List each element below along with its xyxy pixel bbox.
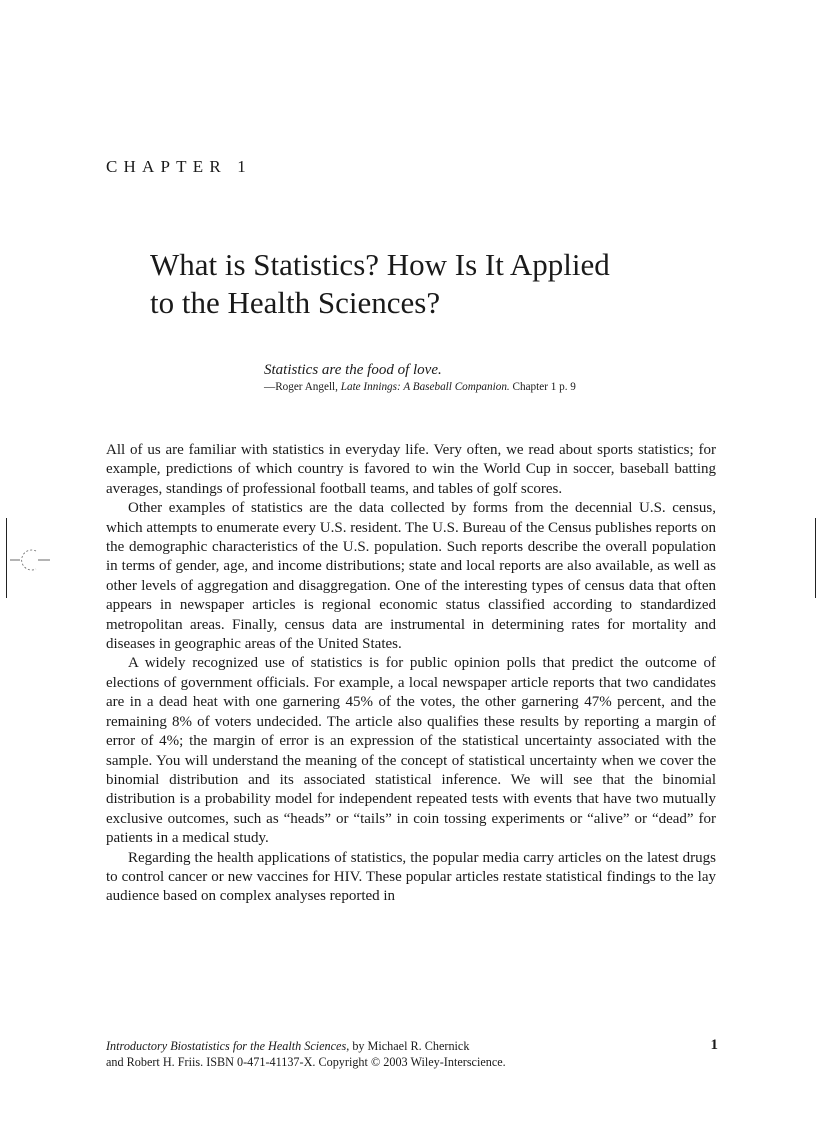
epigraph-quote: Statistics are the food of love.	[264, 362, 442, 378]
epigraph-author: Roger Angell,	[275, 381, 341, 393]
body-paragraph-3: A widely recognized use of statistics is for public opinion polls that predict the outcome of elections of government officials. For example, a local newspaper article reports that two candidates are in a dead heat with one garnering 45% of the votes, the other garnering 47% percent, and the remaining 8% of voters undecided. The article also qualifies these results by reporting a margin of error of 4%; the margin of error is an expression of the statistical uncertainty associated with the sample. You will understand the meaning of the concept of statistical uncertainty when we cover the binomial distribution and its associated statistical inference. We will see that the binomial distribution is a probability model for independent repeated tests with events that have two mutually exclusive outcomes, such as “heads” or “tails” in coin tossing experiments or “alive” or “dead” for patients in a medical study.	[106, 655, 716, 847]
body-paragraph-1: All of us are familiar with statistics in everyday life. Very often, we read about sports statistics; for example, predictions of which country is favored to win the World Cup in soccer, baseball batting averages, standings of professional football teams, and tables of golf scores.	[106, 442, 716, 497]
epigraph-source	[264, 380, 724, 394]
footer-authors: by Michael R. Chernick	[349, 1039, 470, 1053]
footer-citation	[106, 1039, 666, 1070]
footer-book-title: Introductory Biostatistics for the Health Sciences,	[106, 1039, 350, 1053]
chapter-label: CHAPTER 1	[106, 157, 253, 176]
footer-line-2: and Robert H. Friis. ISBN 0-471-41137-X. Copyright © 2003 Wiley-Interscience.	[106, 1054, 506, 1069]
epigraph-book-title: Late Innings: A Baseball Companion.	[340, 381, 510, 393]
chapter-title-line-2: to the Health Sciences?	[150, 285, 441, 320]
epigraph	[264, 361, 724, 394]
registration-mark-icon	[10, 545, 50, 575]
body-paragraph-2: Other examples of statistics are the data collected by forms from the decennial U.S. census, which attempts to enumerate every U.S. resident. The U.S. Bureau of the Census publishes reports on the demographic characteristics of the U.S. population. Such reports describe the overall population in terms of gender, age, and income distributions; state and local reports are also available, as well as other levels of aggregation and disaggregation. One of the interesting types of census data that often appears in newspaper articles is regional economic status classified according to standardized metropolitan areas. Finally, census data are instrumental in determining rates for mortality and diseases in geographic areas of the United States.	[106, 500, 716, 653]
epigraph-dash: —	[264, 381, 276, 393]
body-paragraph-4: Regarding the health applications of statistics, the popular media carry articles on the latest drugs to control cancer or new vaccines for HIV. These popular articles restate statistical findings to the lay audience based on complex analyses reported in	[106, 849, 716, 905]
chapter-title-line-1: What is Statistics? How Is It Applied	[150, 247, 610, 282]
chapter-title	[150, 246, 750, 322]
page-number: 1	[710, 1037, 718, 1053]
crop-mark-left	[6, 518, 7, 598]
body-text	[106, 441, 716, 907]
epigraph-location: Chapter 1 p. 9	[509, 381, 576, 393]
footer-line-1	[106, 1039, 666, 1055]
